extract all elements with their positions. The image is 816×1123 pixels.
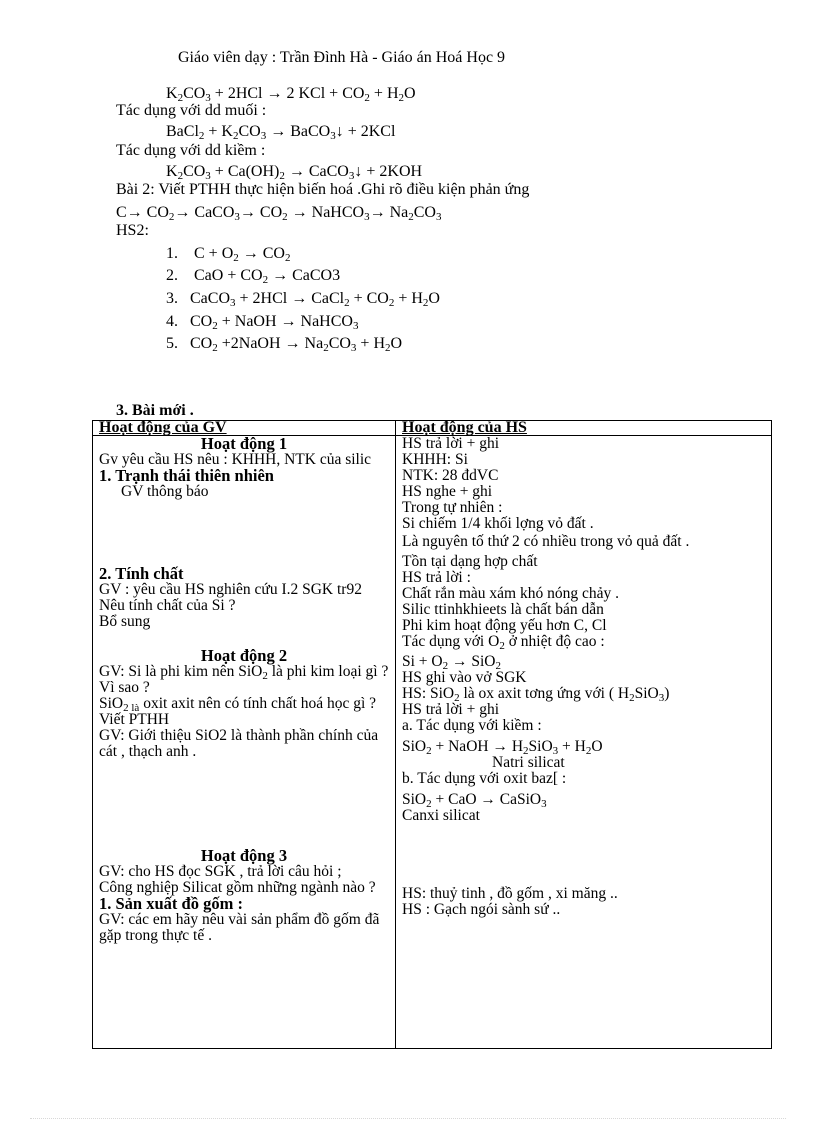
student-text: NTK: 28 đdVC <box>402 467 499 484</box>
student-text: Si chiếm 1/4 khối lợng vỏ đất . <box>402 515 594 532</box>
teacher-text: GV: cho HS đọc SGK , trả lời câu hỏi ; <box>99 863 342 880</box>
teacher-text: GV : yêu cầu HS nghiên cứu I.2 SGK tr92 <box>99 581 362 598</box>
reaction-item: 4. $CO_2$ + NaOH → NaHCO$_3$ <box>166 313 359 332</box>
student-label: HS2: <box>116 222 149 239</box>
page-header: Giáo viên dạy : Trần Đình Hà - Giáo án Hoá Học 9 <box>178 49 506 66</box>
equation-caoh2: $K_2CO_3 + Ca(OH)_2$ → CaCO$_3$↓ + 2KOH <box>166 163 423 182</box>
exercise-title: Bài 2: Viết PTHH thực hiện biến hoá .Ghi rõ điều kiện phản ứng <box>116 181 530 198</box>
activity-heading: Hoạt động 2 <box>200 646 288 665</box>
student-text: HS nghe + ghi <box>402 483 493 500</box>
student-text: Phi kim hoạt động yếu hơn C, Cl <box>402 617 607 634</box>
student-text: Là nguyên tố thứ 2 có nhiều trong vỏ quả đất . <box>402 533 690 550</box>
reaction-item: 1. $C + O_2 \to CO_2$ <box>166 245 291 264</box>
teacher-text: Bổ sung <box>99 613 151 630</box>
student-text: HS trả lời : <box>402 569 471 586</box>
base-label: Tác dụng với dd kiềm : <box>116 142 266 159</box>
student-text: SiO$_2$ + CaO → CaSiO$_3$ <box>402 791 547 810</box>
student-text: $Si + O_2 \to SiO_2$ <box>402 653 501 672</box>
teacher-column-header: Hoạt động của GV <box>93 421 396 436</box>
student-text: Silic ttinhkhieets là chất bán dẫn <box>402 601 604 618</box>
student-text: HS trả lời + ghi <box>402 435 500 452</box>
student-text: Natri silicat <box>492 754 565 771</box>
student-text: Tác dụng với $O_2$ ở nhiệt độ cao : <box>402 633 605 652</box>
student-text: Chất rắn màu xám khó nóng chảy . <box>402 585 619 602</box>
reaction-item: 5. $CO_2$ +2NaOH → $Na_2CO_3 + H_2O$ <box>166 335 403 354</box>
student-text: KHHH: Si <box>402 451 468 468</box>
student-column-header: Hoạt động của HS <box>396 421 772 436</box>
reaction-item: 3. CaCO$_3$ + 2HCl → CaCl$_2$ + $CO_2 + H_2O$ <box>166 290 440 309</box>
student-text: HS : Gạch ngói sành sứ .. <box>402 901 561 918</box>
equation-k2co3-hcl: $K_2CO_3 + 2HCl \to 2$ KCl + $CO_2 + H_2O$ <box>166 85 416 104</box>
student-text: b. Tác dụng với oxit baz[ : <box>402 770 567 787</box>
lesson-table <box>92 420 772 1049</box>
transformation-chain: $C\to CO_2\to$ CaCO$_3$→ $CO_2$ → NaHCO$_3$→ $Na_2CO_3$ <box>116 204 442 223</box>
student-activities-cell <box>396 436 772 1049</box>
reaction-item: 2. CaO + $CO_2$ → CaCO3 <box>166 267 341 286</box>
new-lesson-heading: 3. Bài mới . <box>116 402 194 419</box>
student-text: Tồn tại dạng hợp chất <box>402 553 538 570</box>
section-heading: 1. Trạnh thái thiên nhiên <box>99 466 274 485</box>
salt-label: Tác dụng với dd muối : <box>116 102 267 119</box>
student-text: Canxi silicat <box>402 807 480 824</box>
student-text: HS: thuỷ tinh , đồ gốm , xi măng .. <box>402 885 618 902</box>
teacher-text: GV: các em hãy nêu vài sản phẩm đồ gốm đã gặp trong thực tế . <box>99 911 380 944</box>
student-text: HS: SiO$_2$ là ox axit tơng ứng với ( $H_2SiO_3$) <box>402 685 670 704</box>
teacher-activities-cell <box>93 436 396 1049</box>
activity-heading: Hoạt động 1 <box>200 434 288 453</box>
teacher-text: GV: Giới thiệu SiO2 là thành phần chính của cát , thạch anh . <box>99 727 379 760</box>
page-bottom-border <box>30 1118 786 1119</box>
student-text: HS ghi vào vở SGK <box>402 669 527 686</box>
student-text: HS trả lời + ghi <box>402 701 500 718</box>
equation-bacl2: BaCl$_2$ + $K_2CO_3$ → BaCO$_3$↓ + 2KCl <box>166 123 396 142</box>
section-heading: 1. Sản xuất đồ gốm : <box>99 894 243 913</box>
teacher-text: SiO$_{2 là}$ oxit axit nên có tính chất hoá học gì ? Viết PTHH <box>99 695 377 728</box>
activity-heading: Hoạt động 3 <box>200 846 288 865</box>
teacher-text: GV thông báo <box>121 483 209 500</box>
teacher-text: Gv yêu cầu HS nêu : KHHH, NTK của silic <box>99 451 372 468</box>
student-text: a. Tác dụng với kiềm : <box>402 717 542 734</box>
teacher-text: Công nghiệp Silicat gồm những ngành nào ? <box>99 879 376 896</box>
student-text: SiO$_2$ + NaOH → $H_2SiO_3 + H_2O$ <box>402 738 603 757</box>
teacher-text: GV: Si là phi kim nên SiO$_2$ là phi kim loại gì ? Vì sao ? <box>99 663 389 696</box>
student-text: Trong tự nhiên : <box>402 499 503 516</box>
teacher-text: Nêu tính chất của Si ? <box>99 597 236 614</box>
section-heading: 2. Tính chất <box>99 564 184 583</box>
